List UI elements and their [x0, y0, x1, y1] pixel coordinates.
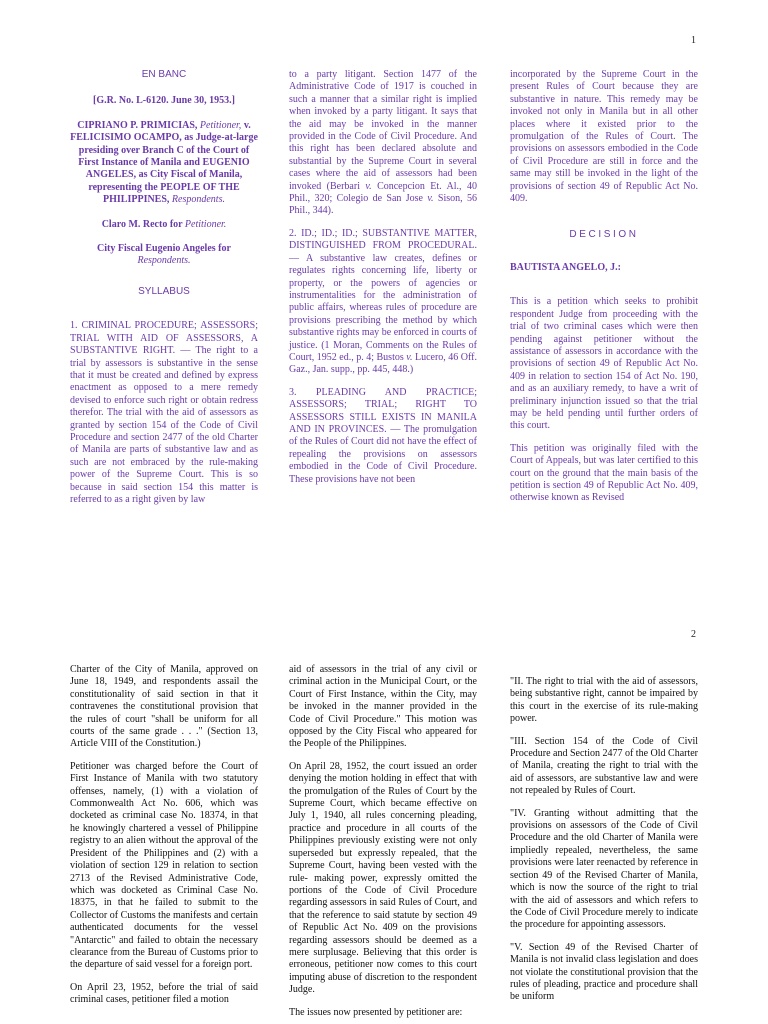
syllabus-3-heading: 3. PLEADING AND PRACTICE; ASSESSORS; TRIAL; RIGHT TO ASSESSORS STILL EXISTS IN MANILA AND IN PROVINCES. — [289, 386, 477, 435]
counsel-respondents-name: City Fiscal Eugenio Angeles for — [97, 243, 231, 255]
body-paragraph: Charter of the City of Manila, approved on June 18, 1949, and respondents assail the constitutionality of said section in that it contravenes the constitutional provision that the rules of court "shall be uniform for all courts of the same grade . . ." (Section 13, Article VIII of the Constitution.) — [70, 664, 258, 750]
column-middle — [289, 69, 477, 496]
counsel-petitioner-role: Petitioner. — [184, 218, 227, 230]
column-right — [510, 69, 698, 515]
body-paragraph: "II. The right to trial with the aid of assessors, being substantive right, cannot be impaired by this court in the exercise of its rule-making power. — [510, 676, 698, 725]
page-2 — [0, 580, 768, 1024]
syllabus-2-heading: 2. ID.; ID.; ID.; SUBSTANTIVE MATTER, DISTINGUISHED FROM PROCEDURAL. — [289, 227, 477, 252]
counsel-petitioner — [70, 219, 258, 231]
body-paragraph: On April 28, 1952, the court issued an order denying the motion holding in effect that with the promulgation of the Rules of Court by the Supreme Court, which became effective on July 1, 1940, all rules concerning pleading, practice and procedure in all courts of the Philippines previously existing were not only superseded but expressly repealed, that the Supreme Court, having been vested with the rule- making power, expressly omitted the portions of the Code of Civil Procedure regarding assessors in said Rules of Court, and that the reference to said statute by section 49 of Republic Act No. 409 on the provisions regarding assessors should be deemed as a mere surplusage. Believing that this order is erroneous, petitioner now comes to this court imputing abuse of discretion to the respondent Judge. — [289, 760, 477, 996]
division-heading: EN BANC — [141, 69, 187, 80]
syllabus-paragraph-2 — [289, 228, 477, 377]
decision-paragraph-2: This petition was originally filed with the Court of Appeals, but was later certified to this court on the ground that the main basis of the petition is section 49 of Republic Act No. 409, otherwise known as Revised — [510, 442, 698, 504]
parties-part-a: CIPRIANO P. PRIMICIAS, — [77, 119, 200, 131]
column-middle — [289, 664, 477, 1024]
syllabus-paragraph-3-cont: incorporated by the Supreme Court in the present Rules of Court because they are substantive in nature. This remedy may be invoked not only in Manila but in all other places where it existed prior to the promulgation of the Rules of Court. The provisions on assessors embodied in the Code of Civil Procedure are still in force and the same may still be invoked in the light of the provisions of section 49 of Republic Act No. 409. — [510, 69, 698, 205]
petitioner-label: Petitioner, — [199, 119, 242, 131]
syllabus-2-body: — A substantive law creates, defines or regulates rights concerning life, liberty or property, or the powers of agencies or instrumentalities for the administration of public affairs, whereas rules of procedure are provisions prescribing the method by which substantive rights may be enforced in courts of justice. (1 Moran, Comments on the Rules of Court, 1952 ed., p. 4; Bustos — [289, 252, 477, 363]
body-paragraph: Petitioner was charged before the Court of First Instance of Manila with two statutory offenses, namely, (1) with a violation of Commonwealth Act No. 606, which was docketed as criminal case No. 18374, in that he knowingly chartered a vessel of Philippine registry to an alien without the approval of the President of the Philippines and (2) with a violation of section 129 in relation to section 2713 of the Revised Administrative Code, which was docketed as Criminal Case No. 18375, in that he failed to submit to the Collector of Customs the manifests and certain authenticated documents for the vessel "Antarctic" and failed to obtain the necessary clearance from the Bureau of Customs prior to the departure of said vessel for a foreign port. — [70, 760, 258, 971]
body-paragraph: "V. Section 49 of the Revised Charter of Manila is not invalid class legislation and does not violate the constitutional provision that the rules of pleading, practice and procedure shall be uniform — [510, 941, 698, 1003]
counsel-respondents-role: Respondents. — [137, 255, 191, 267]
ponente: BAUTISTA ANGELO, J.: — [510, 261, 621, 273]
counsel-petitioner-name: Claro M. Recto for — [101, 218, 185, 230]
syllabus-3-body: — The promulgation of the Rules of Court did not have the effect of repealing the provisions on assessors embodied in the Code of Civil Procedure. These provisions have not been — [289, 423, 477, 485]
syllabus-1-heading: 1. CRIMINAL PROCEDURE; ASSESSORS; TRIAL WITH AID OF ASSESSORS, A SUBSTANTIVE RIGHT. — [70, 320, 258, 357]
counsel-respondents — [70, 243, 258, 268]
respondents-label: Respondents. — [171, 194, 225, 206]
text-run: Concepcion Et. Al., 40 Phil., 320; Colegio de San Jose — [289, 180, 477, 205]
body-paragraph: aid of assessors in the trial of any civil or criminal action in the Municipal Court, or the Court of First Instance, within the City, may be invoked in the manner provided in the Code of Civil Procedure." This motion was opposed by the City Fiscal who appeared for the People of the Philippines. — [289, 664, 477, 750]
body-paragraph: "IV. Granting without admitting that the provisions on assessors of the Code of Civil Procedure and the old Charter of Manila were impliedly repealed, nevertheless, the same provisions were later reenacted by reference in section 49 of the Revised Charter of Manila, which is now the source of the right to trial with the aid of assessors and which refers to the Code of Civil Procedure merely to indicate the procedure for appointing assessors. — [510, 807, 698, 931]
page-number: 1 — [691, 35, 696, 46]
text-run-italic: v. — [406, 351, 413, 363]
syllabus-paragraph-3 — [289, 387, 477, 486]
text-run: Sison, 56 Phil., 344). — [289, 193, 477, 217]
syllabus-heading: SYLLABUS — [138, 285, 190, 297]
column-left — [70, 664, 258, 1017]
page-number: 2 — [691, 629, 696, 640]
text-run-italic: v. — [427, 193, 434, 205]
body-paragraph: The issues now presented by petitioner are: — [289, 1006, 463, 1018]
syllabus-paragraph-1-cont — [289, 69, 477, 218]
column-left — [70, 69, 258, 516]
decision-paragraph-1: This is a petition which seeks to prohibit respondent Judge from proceeding with the trial of two criminal cases which were then pending against petitioner without the assistance of assessors in accordance with the provisions of section 49 of Republic Act No. 409 in relation to section 154 of Act No. 190, and as an auxiliary remedy, to have a writ of preliminary injunction issued so that the trial may be held pending until further orders of this court. — [510, 296, 698, 432]
syllabus-2-tail: Lucero, 46 Off. Gaz., Jan. supp., pp. 445, 448.) — [289, 351, 477, 376]
body-paragraph: "III. Section 154 of the Code of Civil Procedure and Section 2477 of the Old Charter of Manila, creating the right to trial with the aid of assessors, are substantive law and were not repealed by Rules of Court. — [510, 735, 699, 797]
parties-part-b: v. FELICISIMO OCAMPO, as Judge-at-large presiding over Branch C of the Court of First Instance of Manila and EUGENIO ANGELES, as City Fiscal of Manila, representing the PEOPLE OF THE PHILIPPINES, — [70, 119, 258, 206]
syllabus-paragraph-1 — [70, 320, 258, 506]
column-right — [510, 676, 698, 1014]
syllabus-1-body: — The right to a trial by assessors is substantive in the sense that it must be created and defined by express enactment as opposed to a mere remedy devised to enforce such right or obtain redress therefor. The trial with the aid of assessors as granted by section 154 of the Code of Civil Procedure and section 2477 of the old Charter of Manila are parts of substantive law and as such are not embraced by the rule-making power of the Supreme Court. This is so because in said section 154 this matter is referred to as a right given by law — [70, 345, 258, 505]
text-run-italic: v. — [365, 180, 372, 192]
body-paragraph: On April 23, 1952, before the trial of said criminal cases, petitioner filed a motion — [70, 981, 258, 1006]
decision-heading: DECISION — [569, 229, 639, 241]
text-run: to a party litigant. Section 1477 of the Administrative Code of 1917 is couched in such a manner that a similar right is implied when invoked by a party litigant. It says that the aid may be invoked in the manner provided in the Code of Civil Procedure. And this right has been declared absolute and substantial by the Supreme Court in several cases where the aid of assessors had been invoked (Berbari — [289, 69, 477, 192]
case-number: [G.R. No. L-6120. June 30, 1953.] — [93, 95, 235, 107]
case-parties — [70, 120, 258, 207]
